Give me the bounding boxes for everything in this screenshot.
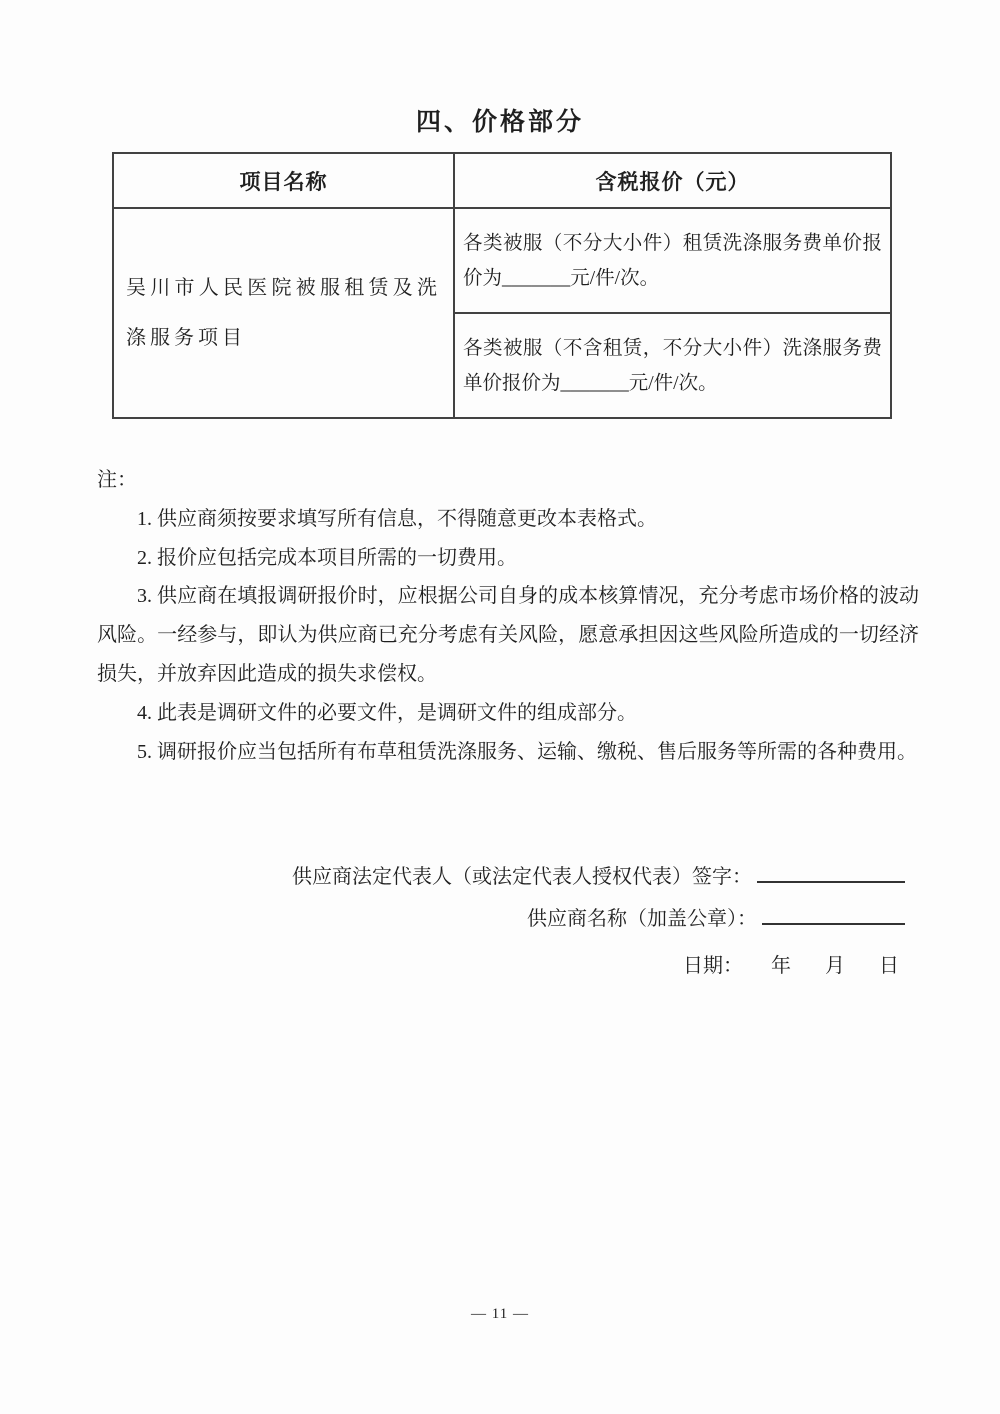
rep-signature-row (292, 860, 905, 889)
note-item-5: 5. 调研报价应当包括所有布草租赁洗涤服务、运输、缴税、售后服务等所需的各种费用。 (137, 740, 917, 763)
rep-signature-label: 供应商法定代表人（或法定代表人授权代表）签字： (292, 866, 752, 888)
project-name-cell: 吴川市人民医院被服租赁及洗涤服务项目 (113, 208, 454, 418)
company-name-row (292, 902, 905, 931)
signature-section (292, 860, 905, 978)
note-item-1: 1. 供应商须按要求填写所有信息，不得随意更改本表格式。 (137, 507, 657, 530)
date-row (292, 949, 905, 978)
note-item-4: 4. 此表是调研文件的必要文件，是调研文件的组成部分。 (137, 701, 637, 724)
quote-cell-washing-only: 各类被服（不含租赁，不分大小件）洗涤服务费单价报价为_______元/件/次。 (454, 313, 891, 418)
date-label: 日期： (683, 955, 743, 977)
table-row (113, 208, 891, 313)
page-title: 四、价格部分 (415, 109, 584, 136)
company-name-label: 供应商名称（加盖公章）： (527, 908, 757, 930)
col-header-quote: 含税报价（元） (454, 153, 891, 208)
date-day-label: 日 (879, 955, 899, 977)
company-name-line (762, 905, 905, 925)
table-header-row (113, 153, 891, 208)
note-item-3: 3. 供应商在填报调研报价时，应根据公司自身的成本核算情况，充分考虑市场价格的波动风险。一经参与，即认为供应商已充分考虑有关风险，愿意承担因这些风险所造成的一切经济损失，并放弃因此造成的损失求偿权。 (97, 585, 919, 685)
quote-cell-rental-washing: 各类被服（不分大小件）租赁洗涤服务费单价报价为_______元/件/次。 (454, 208, 891, 313)
date-year-label: 年 (771, 955, 791, 977)
price-table (112, 152, 892, 419)
notes-section (97, 461, 919, 771)
rep-signature-line (757, 863, 905, 883)
page-number: — 11 — (471, 1306, 529, 1322)
note-item-2: 2. 报价应包括完成本项目所需的一切费用。 (137, 546, 517, 569)
notes-label: 注： (97, 469, 137, 491)
date-month-label: 月 (825, 955, 845, 977)
col-header-project-name: 项目名称 (113, 153, 454, 208)
